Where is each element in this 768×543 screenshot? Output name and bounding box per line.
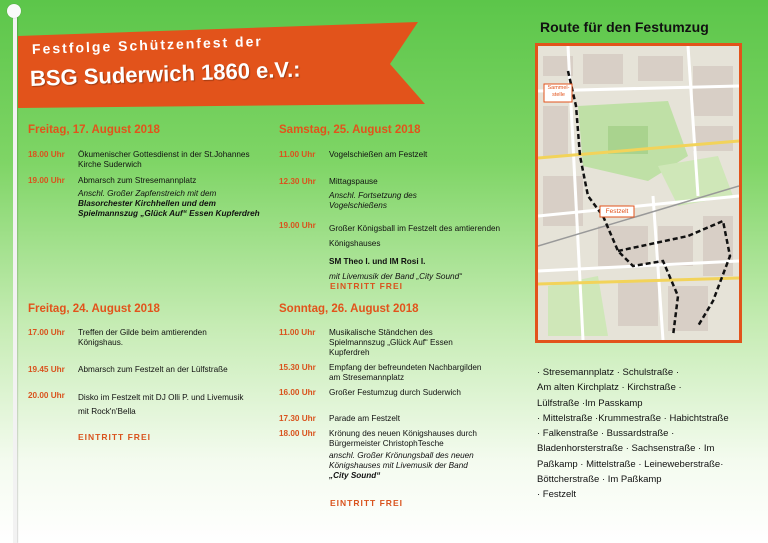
event-text: Musikalische Ständchen des Spielmannszug „Glück Auf“ Essen Kupferdreh: [329, 328, 453, 357]
map-label-festzelt: Festzelt: [605, 208, 629, 215]
event-text: Krönung des neuen Königshauses durch Bürgermeister ChristophTesche: [329, 429, 477, 448]
street-line: · Stresemannplatz · Schulstraße ·: [537, 367, 680, 378]
street-line: · Falkenstraße · Bussardstraße ·: [537, 428, 675, 440]
event-time: 18.00 Uhr: [279, 429, 316, 438]
street-line: Am alten Kirchplatz · Kirchstraße ·: [537, 382, 682, 394]
day-title: Freitag, 17. August 2018: [28, 124, 160, 136]
event-note: Anschl. Fortsetzung des Vogelschießens: [329, 191, 417, 210]
entry-free-label: EINTRITT FREI: [78, 432, 151, 442]
event-text: Treffen der Gilde beim amtierenden Königshaus.: [78, 328, 207, 347]
event-text: Großer Festumzug durch Suderwich: [329, 388, 461, 397]
event-time: 19.00 Uhr: [28, 176, 65, 185]
route-title: Route für den Festumzug: [540, 19, 709, 35]
event-time: 19.00 Uhr: [279, 221, 316, 230]
event-time: 18.00 Uhr: [28, 150, 65, 159]
event-time: 19.45 Uhr: [28, 365, 65, 374]
event-time: 11.00 Uhr: [279, 328, 316, 337]
map-label-start: Sammel-stelle: [547, 85, 570, 98]
event-text: Großer Königsball im Festzelt des amtierenden Königshauses: [329, 224, 501, 248]
event-time: 17.30 Uhr: [279, 414, 316, 423]
event-note: mit Livemusik der Band „City Sound“: [329, 272, 462, 281]
banner-subtitle: Festfolge Schützenfest der: [31, 32, 264, 57]
event-text: Vogelschießen am Festzelt: [329, 150, 428, 159]
event-time: 11.00 Uhr: [279, 150, 316, 159]
route-map: [535, 43, 742, 343]
event-text: Disko im Festzelt mit DJ Olli P. und Livemusik mit Rock'n'Bella: [78, 393, 244, 416]
event-text: Mittagspause: [329, 177, 378, 186]
event-text: Abmarsch zum Festzelt an der Lülfstraße: [78, 365, 228, 374]
event-text: Abmarsch zum Stresemannplatz: [78, 176, 197, 185]
event-note: Anschl. Großer Zapfenstreich mit dem: [78, 189, 217, 198]
event-bold-note: Blasorchester Kirchhellen und dem Spielmannszug „Glück Auf“ Essen Kupferdreh: [78, 199, 260, 218]
route-streets: [537, 365, 757, 503]
event-time: 15.30 Uhr: [279, 363, 316, 372]
event-bold-note: „City Sound“: [329, 471, 381, 480]
day-title: Sonntag, 26. August 2018: [279, 303, 419, 315]
event-time: 16.00 Uhr: [279, 388, 316, 397]
street-line: Bladenhorsterstraße · Sachsenstraße · Im: [537, 443, 715, 455]
street-line: Lülfstraße ·Im Passkamp: [537, 397, 643, 409]
event-time: 20.00 Uhr: [28, 391, 65, 400]
event-text: Empfang der befreundeten Nachbargilden am Stresemannplatz: [329, 363, 482, 382]
event-text: Parade am Festzelt: [329, 414, 400, 423]
event-note: anschl. Großer Krönungsball des neuen Königshauses mit Livemusik der Band: [329, 451, 474, 470]
street-line: · Festzelt: [537, 489, 577, 501]
event-text: Ökumenischer Gottesdienst in der St.Johannes Kirche Suderwich: [78, 150, 250, 169]
street-line: Paßkamp · Mittelstraße · Leineweberstraße·: [537, 458, 724, 470]
event-time: 17.00 Uhr: [28, 328, 65, 337]
event-strong: SM Theo I. und IM Rosi I.: [329, 257, 426, 266]
banner-title: BSG Suderwich 1860 e.V.:: [29, 56, 301, 91]
event-time: 12.30 Uhr: [279, 177, 316, 186]
entry-free-label: EINTRITT FREI: [330, 281, 403, 291]
street-line: · Mittelstraße ·Krummestraße · Habichtstraße: [537, 412, 729, 424]
entry-free-label: EINTRITT FREI: [330, 498, 403, 508]
day-title: Samstag, 25. August 2018: [279, 124, 421, 136]
day-title: Freitag, 24. August 2018: [28, 303, 160, 315]
street-line: Böttcherstraße · Im Paßkamp: [537, 474, 662, 486]
